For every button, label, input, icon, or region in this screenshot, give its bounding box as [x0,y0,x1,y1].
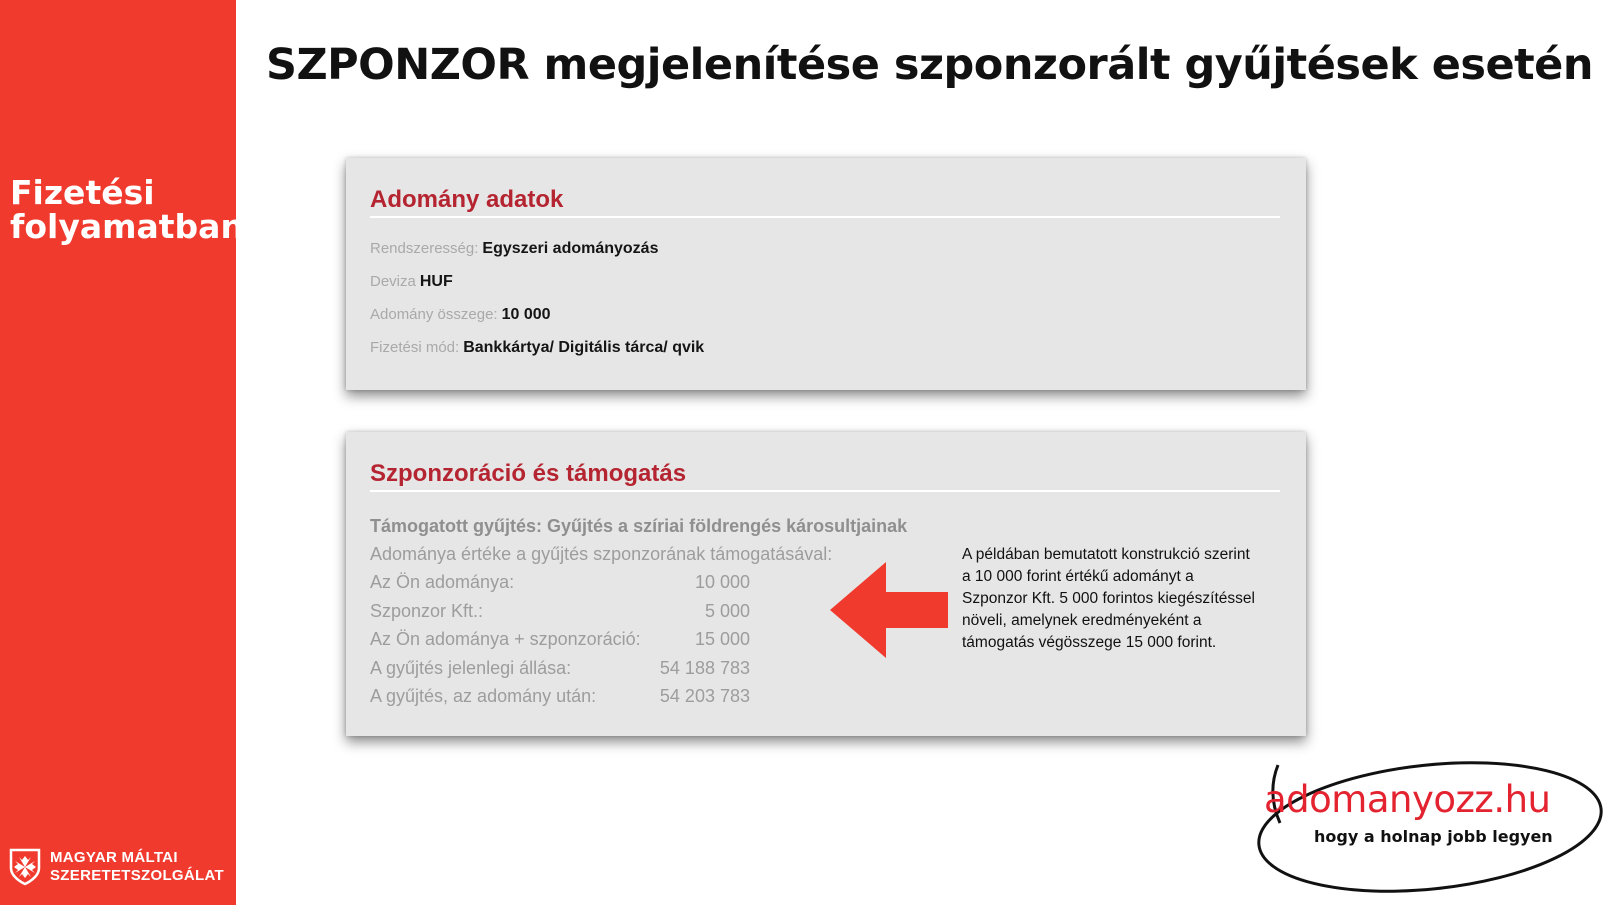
supported-collection [370,516,907,537]
summary-row-value: 5 000 [704,601,750,621]
org-logo [8,848,224,886]
summary-row [370,686,750,712]
org-name-line2: SZERETETSZOLGÁLAT [50,867,224,884]
org-name-line1: MAGYAR MÁLTAI [50,849,178,866]
summary-row [370,658,750,684]
summary-row-value: 15 000 [694,629,750,649]
sidebar-title-line2: folyamatban [10,207,244,246]
org-name [50,849,224,885]
supported-collection-label: Támogatott gyűjtés: [370,516,543,536]
field-amount-value: 10 000 [501,306,551,323]
donation-card-heading: Adomány adatok [370,186,564,213]
brand-ellipse [1250,745,1614,905]
field-payment-method-label: Fizetési mód: [370,339,460,356]
field-currency-value: HUF [419,273,453,290]
left-arrow-icon [830,562,950,662]
summary-row [370,572,750,598]
field-amount [370,306,551,324]
summary-row-label: A gyűjtés jelenlegi állása: [370,658,572,678]
field-amount-label: Adomány összege: [370,306,498,323]
field-payment-method [370,339,704,357]
field-frequency [370,240,658,258]
summary-row [370,601,750,627]
supported-collection-value: Gyűjtés a szíriai földrengés károsultjainak [547,516,908,536]
summary-row-value: 54 203 783 [659,686,750,706]
field-payment-method-value: Bankkártya/ Digitális tárca/ qvik [463,339,705,356]
summary-row-label: Szponzor Kft.: [370,601,484,621]
sidebar [0,0,244,905]
sponsorship-card-divider [370,490,1280,492]
field-currency [370,273,453,291]
summary-row-label: A gyűjtés, az adomány után: [370,686,597,706]
sidebar-title [10,173,244,246]
annotation-note: A példában bemutatott konstrukció szerint a 10 000 forint értékű adományt a Szponzor Kft. 5 000 forintos kiegészítéssel növeli, amelynek eredményeként a támogatás végösszege 15 000 forint. [962,546,1255,651]
donation-card [346,158,1306,390]
brand-tagline: hogy a holnap jobb legyen [1314,827,1553,846]
donation-card-divider [370,216,1280,218]
field-frequency-value: Egyszeri adományozás [482,240,659,257]
field-frequency-label: Rendszeresség: [370,240,479,257]
sponsorship-card-heading: Szponzoráció és támogatás [370,460,687,487]
summary-row-label: Az Ön adománya + szponzoráció: [370,629,641,649]
sponsorship-intro: Adománya értéke a gyűjtés szponzorának támogatásával: [370,544,833,564]
brand-name: adomanyozz.hu [1264,778,1551,821]
brand-logo [1250,745,1614,905]
field-currency-label: Deviza [370,273,416,290]
maltese-cross-shield-icon [8,848,42,886]
summary-row [370,629,750,655]
summary-row-label: Az Ön adománya: [370,572,515,592]
page-title: SZPONZOR megjelenítése szponzorált gyűjtések esetén [266,40,1593,90]
summary-row-value: 10 000 [694,572,750,592]
summary-row-value: 54 188 783 [659,658,750,678]
sidebar-title-line1: Fizetési [10,173,155,212]
